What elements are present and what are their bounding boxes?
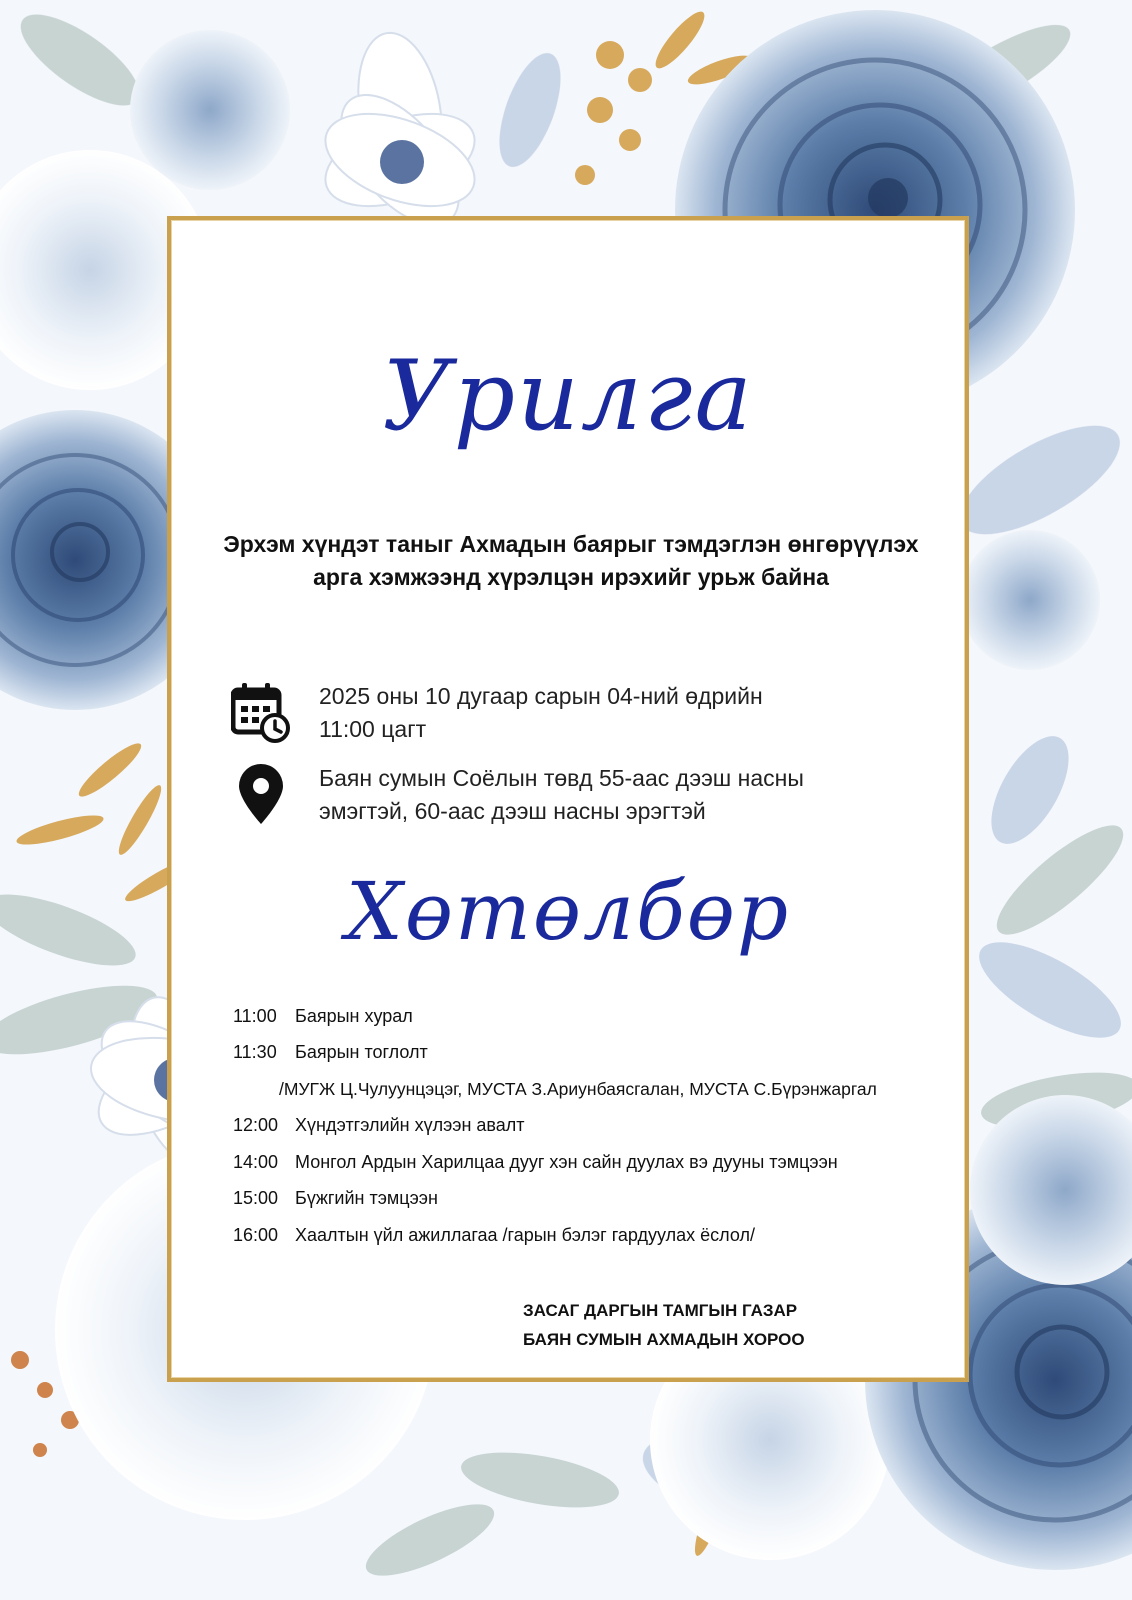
schedule-time: 14:00 bbox=[233, 1151, 279, 1172]
date-line-2: 11:00 цагт bbox=[319, 716, 427, 742]
organizer-line-1: ЗАСАГ ДАРГЫН ТАМГЫН ГАЗАР bbox=[523, 1301, 798, 1320]
organizer-line-2: БАЯН СУМЫН АХМАДЫН ХОРОО bbox=[523, 1330, 805, 1349]
schedule-event: Баярын хурал bbox=[295, 1005, 413, 1026]
schedule-time: 11:30 bbox=[233, 1042, 277, 1063]
calendar-clock-icon bbox=[231, 680, 291, 744]
schedule-time: 11:00 bbox=[233, 1005, 277, 1026]
schedule-event: Бүжгийн тэмцээн bbox=[295, 1188, 438, 1209]
organizer bbox=[523, 1296, 805, 1354]
program-title: Хөтөлбөр bbox=[345, 865, 791, 958]
date-info bbox=[231, 680, 931, 746]
schedule-time: 12:00 bbox=[233, 1115, 279, 1136]
invitation-intro: Эрхэм хүндэт таныг Ахмадын баярыг тэмдэглэн өнгөрүүлэх арга хэмжээнд хүрэлцэн ирэхийг урьж байна bbox=[223, 531, 919, 590]
schedule-event: Монгол Ардын Харилцаа дууг хэн сайн дуулах вэ дууны тэмцээн bbox=[295, 1151, 838, 1172]
place-line-1: Баян сумын Соёлын төвд 55-аас дээш насны bbox=[319, 765, 804, 791]
place-info bbox=[231, 762, 931, 828]
schedule-item bbox=[233, 1144, 953, 1181]
map-pin-icon bbox=[231, 762, 291, 826]
schedule-item bbox=[233, 998, 953, 1035]
schedule-event: Баярын тоглолт bbox=[295, 1042, 428, 1063]
schedule-item bbox=[233, 1181, 953, 1218]
program-schedule bbox=[233, 998, 953, 1254]
date-line-1: 2025 оны 10 дугаар сарын 04-ний өдрийн bbox=[319, 683, 763, 709]
schedule-item bbox=[233, 1217, 953, 1254]
schedule-item-detail bbox=[233, 1071, 953, 1108]
invitation-card bbox=[167, 216, 969, 1382]
invitation-title: Урилга bbox=[382, 340, 754, 452]
schedule-event: /МУГЖ Ц.Чулуунцэцэг, МУСТА З.Ариунбаясгалан, МУСТА С.Бүрэнжаргал bbox=[279, 1078, 877, 1099]
schedule-time: 16:00 bbox=[233, 1224, 279, 1245]
schedule-item bbox=[233, 1108, 953, 1145]
place-line-2: эмэгтэй, 60-аас дээш насны эрэгтэй bbox=[319, 798, 706, 824]
schedule-event: Хаалтын үйл ажиллагаа /гарын бэлэг гардуулах ёслол/ bbox=[295, 1224, 755, 1245]
schedule-time: 15:00 bbox=[233, 1188, 279, 1209]
schedule-event: Хүндэтгэлийн хүлээн авалт bbox=[295, 1115, 525, 1136]
schedule-item bbox=[233, 1035, 953, 1072]
